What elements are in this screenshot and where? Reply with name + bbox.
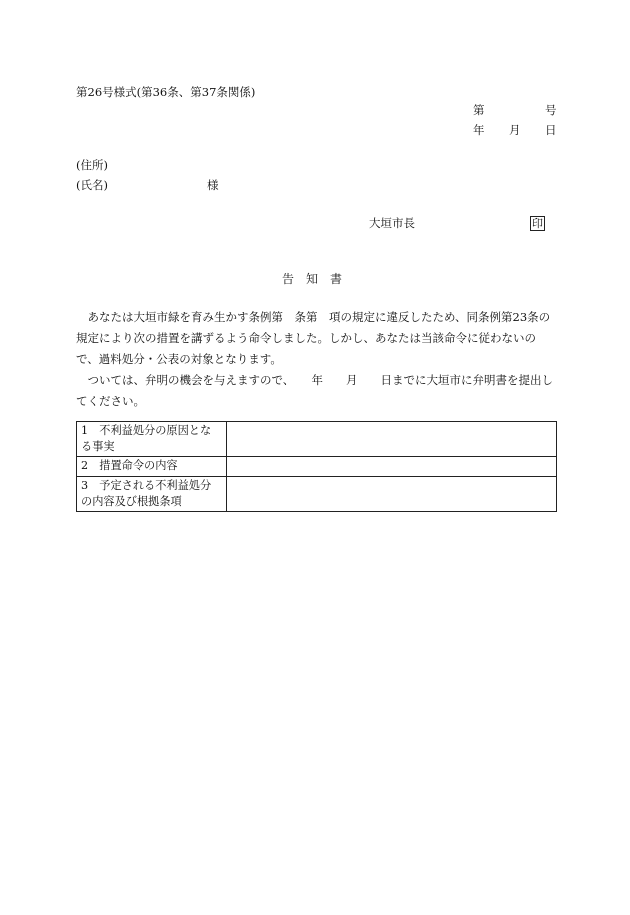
table-row (77, 457, 557, 477)
address-label: (住所) (76, 158, 108, 172)
item-value (227, 477, 557, 512)
item-value (227, 422, 557, 457)
name-label: (氏名) (76, 178, 108, 192)
table-row (77, 422, 557, 457)
item-value (227, 457, 557, 477)
document-title: 告 知 書 (282, 272, 343, 286)
body-paragraph-1: あなたは大垣市緑を育み生かす条例第 条第 項の規定に違反したため、同条例第23条の規定により次の措置を講ずるよう命令しました。しかし、あなたは当該命令に従わないので、過料処分・公表の対象となります。 (76, 310, 551, 366)
date-month: 月 (509, 123, 521, 137)
date-day: 日 (545, 123, 557, 137)
item-label: 1 不利益処分の原因となる事実 (77, 422, 227, 457)
honorific: 様 (207, 178, 219, 192)
item-label: 3 予定される不利益処分の内容及び根拠条項 (77, 477, 227, 512)
body-paragraph-2: ついては、弁明の機会を与えますので、 年 月 日までに大垣市に弁明書を提出してください。 (76, 373, 554, 408)
items-table (76, 421, 557, 512)
seal-text: 印 (532, 217, 543, 230)
form-label: 第26号様式(第36条、第37条関係) (76, 85, 256, 99)
seal-mark (530, 216, 545, 231)
date-year: 年 (473, 123, 485, 137)
document-number-suffix: 号 (545, 103, 557, 117)
sender-title: 大垣市長 (369, 216, 415, 230)
table-row (77, 477, 557, 512)
document-number-prefix: 第 (473, 103, 485, 117)
item-label: 2 措置命令の内容 (77, 457, 227, 477)
